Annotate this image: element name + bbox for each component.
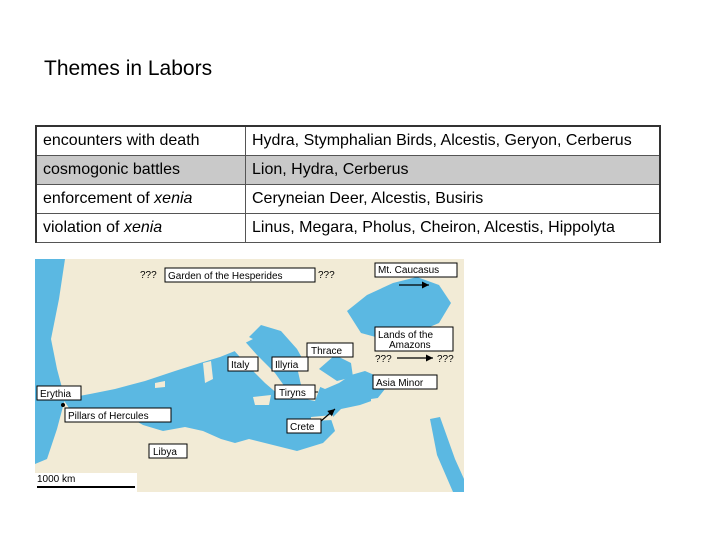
erythia-label: Erythia — [40, 389, 72, 400]
amazons-label-line1: Lands of the — [378, 330, 434, 341]
theme-italic-term: xenia — [123, 219, 163, 236]
crete-label: Crete — [290, 422, 315, 433]
qmarks-left-label: ??? — [140, 270, 157, 281]
theme-cell — [36, 214, 246, 243]
garden-label: Garden of the Hesperides — [168, 271, 283, 282]
qmarks-right-label: ??? — [318, 270, 335, 281]
pillars-label: Pillars of Hercules — [68, 411, 149, 422]
mediterranean-map — [35, 259, 464, 492]
theme-cell — [36, 156, 246, 185]
tiryns-label: Tiryns — [279, 388, 306, 399]
themes-table — [35, 125, 661, 243]
table-row — [36, 156, 660, 185]
caucasus-label: Mt. Caucasus — [378, 265, 440, 276]
asia-minor-label: Asia Minor — [376, 378, 424, 389]
labors-cell: Linus, Megara, Pholus, Cheiron, Alcestis, Hippolyta — [246, 214, 661, 243]
table-row — [36, 126, 660, 156]
labors-cell: Ceryneian Deer, Alcestis, Busiris — [246, 185, 661, 214]
amazons-label-line2: Amazons — [389, 340, 431, 351]
thrace-label: Thrace — [311, 346, 343, 357]
table-row — [36, 185, 660, 214]
libya-label: Libya — [153, 447, 177, 458]
theme-italic-term: xenia — [154, 190, 193, 207]
labors-cell: Hydra, Stymphalian Birds, Alcestis, Geryon, Cerberus — [246, 126, 661, 156]
theme-text: violation of — [43, 219, 124, 236]
erythia-dot — [61, 403, 65, 407]
theme-text: enforcement of — [43, 190, 155, 207]
italy-label: Italy — [231, 360, 250, 371]
amazon-qmarks-1: ??? — [375, 354, 392, 365]
theme-cell — [36, 126, 246, 156]
scale-label: 1000 km — [37, 474, 76, 485]
theme-text: cosmogonic battles — [43, 161, 180, 178]
labors-cell: Lion, Hydra, Cerberus — [246, 156, 661, 185]
slide-title: Themes in Labors — [44, 57, 213, 80]
table-row — [36, 214, 660, 243]
theme-cell — [36, 185, 246, 214]
illyria-label: Illyria — [275, 360, 299, 371]
theme-text: encounters with death — [43, 132, 200, 149]
amazon-qmarks-2: ??? — [437, 354, 454, 365]
